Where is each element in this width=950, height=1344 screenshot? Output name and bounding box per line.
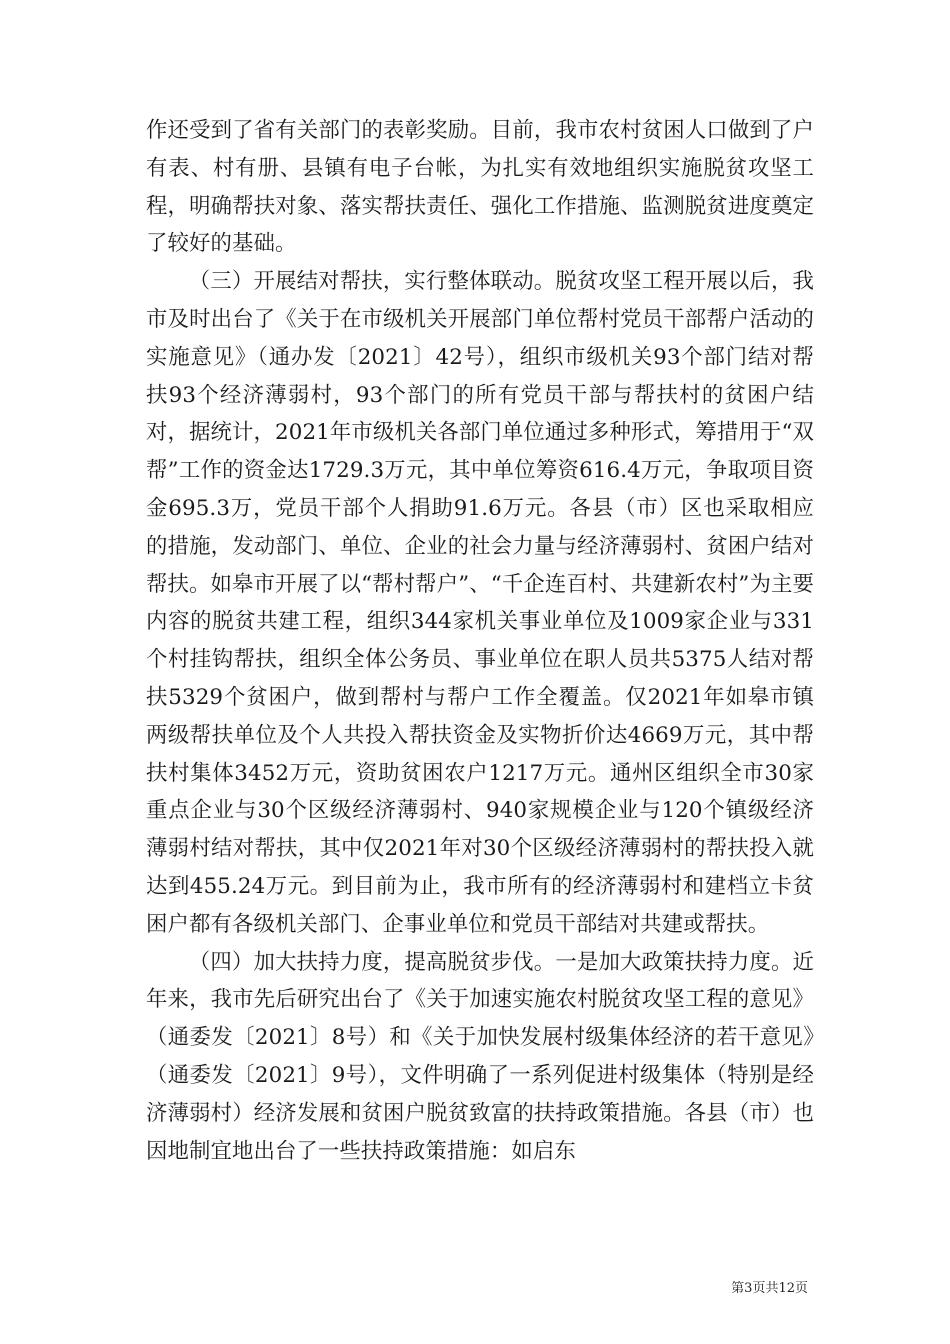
document-body (146, 112, 814, 1170)
paragraph-continuation: 作还受到了省有关部门的表彰奖励。目前，我市农村贫困人口做到了户有表、村有册、县镇有电子台帐，为扎实有效地组织实施脱贫攻坚工程，明确帮扶对象、落实帮扶责任、强化工作措施、监测脱贫进度奠定了较好的基础。 (146, 118, 814, 257)
page-number-footer: 第3页共12页 (731, 1281, 808, 1296)
paragraph-section-four: （四）加大扶持力度，提高脱贫步伐。一是加大政策扶持力度。近年来，我市先后研究出台了《关于加速实施农村脱贫攻坚工程的意见》（通委发〔2021〕8号）和《关于加快发展村级集体经济的若干意见》（通委发〔2021〕9号），文件明确了一系列促进村级集体（特别是经济薄弱村）经济发展和贫困户脱贫致富的扶持政策措施。各县（市）也因地制宜地出台了一些扶持政策措施：如启东 (146, 949, 814, 1164)
paragraph-section-three: （三）开展结对帮扶，实行整体联动。脱贫攻坚工程开展以后，我市及时出台了《关于在市级机关开展部门单位帮村党员干部帮户活动的实施意见》（通办发〔2021〕42号），组织市级机关93个部门结对帮扶93个经济薄弱村，93个部门的所有党员干部与帮扶村的贫困户结对，据统计，2021年市级机关各部门单位通过多种形式，筹措用于“双帮”工作的资金达1729.3万元，其中单位筹资616.4万元，争取项目资金695.3万，党员干部个人捐助91.6万元。各县（市）区也采取相应的措施，发动部门、单位、企业的社会力量与经济薄弱村、贫困户结对帮扶。如皋市开展了以“帮村帮户”、“千企连百村、共建新农村”为主要内容的脱贫共建工程，组织344家机关事业单位及1009家企业与331个村挂钩帮扶，组织全体公务员、事业单位在职人员共5375人结对帮扶5329个贫困户，做到帮村与帮户工作全覆盖。仅2021年如皋市镇两级帮扶单位及个人共投入帮扶资金及实物折价达4669万元，其中帮扶村集体3452万元，资助贫困农户1217万元。通州区组织全市30家重点企业与30个区级经济薄弱村、940家规模企业与120个镇级经济薄弱村结对帮扶，其中仅2021年对30个区级经济薄弱村的帮扶投入就达到455.24万元。到目前为止，我市所有的经济薄弱村和建档立卡贫困户都有各级机关部门、企事业单位和党员干部结对共建或帮扶。 (146, 269, 814, 937)
